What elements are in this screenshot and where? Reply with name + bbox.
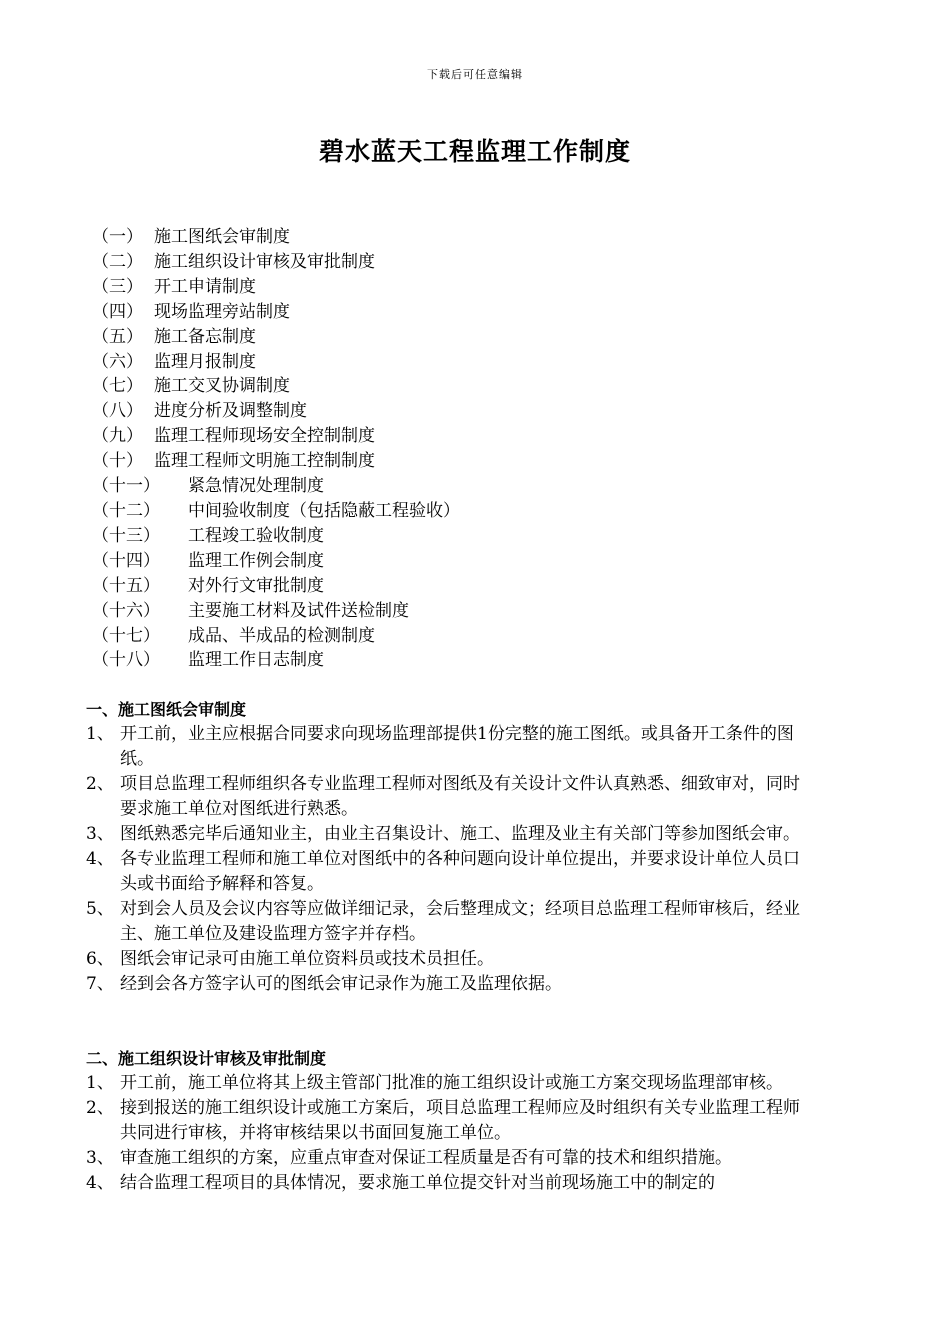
list-item <box>86 722 816 772</box>
toc-item <box>92 624 460 649</box>
item-text: 项目总监理工程师组织各专业监理工程师对图纸及有关设计文件认真熟悉、细致审对，同时要求施工单位对图纸进行熟悉。 <box>120 774 800 819</box>
list-item <box>86 1096 816 1146</box>
item-number: 2、 <box>86 1098 114 1118</box>
toc-item <box>92 300 460 325</box>
item-number: 6、 <box>86 949 114 969</box>
toc-item <box>92 499 460 524</box>
item-text: 对到会人员及会议内容等应做详细记录，会后整理成文；经项目总监理工程师审核后，经业主、施工单位及建设监理方签字并存档。 <box>120 899 800 944</box>
list-item <box>86 1071 816 1096</box>
toc-number: （十二） <box>92 500 160 521</box>
toc-label: 中间验收制度（包括隐蔽工程验收） <box>188 500 460 521</box>
toc-number: （六） <box>92 351 143 372</box>
item-text: 各专业监理工程师和施工单位对图纸中的各种问题向设计单位提出，并要求设计单位人员口头或书面给予解释和答复。 <box>120 849 800 894</box>
table-of-contents <box>92 225 460 673</box>
list-item <box>86 822 816 847</box>
toc-item <box>92 524 460 549</box>
toc-item <box>92 225 460 250</box>
list-item <box>86 947 816 972</box>
toc-label: 监理工作日志制度 <box>188 650 324 671</box>
section-heading: 二、施工组织设计审核及审批制度 <box>86 1049 327 1068</box>
item-number: 3、 <box>86 824 114 844</box>
toc-item <box>92 449 460 474</box>
toc-number: （七） <box>92 376 143 397</box>
toc-item <box>92 374 460 399</box>
section-drawing-review <box>86 697 816 997</box>
section-heading: 一、施工图纸会审制度 <box>86 700 247 719</box>
toc-label: 施工图纸会审制度 <box>154 227 290 247</box>
toc-number: （二） <box>92 251 143 272</box>
toc-label: 进度分析及调整制度 <box>154 401 307 422</box>
toc-item <box>92 250 460 275</box>
toc-number: （九） <box>92 426 143 447</box>
toc-number: （十八） <box>92 650 160 671</box>
item-text: 结合监理工程项目的具体情况，要求施工单位提交针对当前现场施工中的制定的 <box>120 1173 715 1193</box>
toc-label: 监理工程师现场安全控制制度 <box>154 426 375 447</box>
item-text: 经到会各方签字认可的图纸会审记录作为施工及监理依据。 <box>120 974 562 994</box>
toc-item <box>92 474 460 499</box>
item-number: 1、 <box>86 724 114 744</box>
toc-item <box>92 648 460 673</box>
toc-label: 监理工作例会制度 <box>188 550 324 571</box>
toc-number: （八） <box>92 401 143 422</box>
item-text: 图纸会审记录可由施工单位资料员或技术员担任。 <box>120 949 494 969</box>
toc-label: 监理月报制度 <box>154 351 256 372</box>
toc-number: （十一） <box>92 476 160 497</box>
item-number: 4、 <box>86 1173 114 1193</box>
toc-item <box>92 549 460 574</box>
toc-item <box>92 599 460 624</box>
list-item <box>86 972 816 997</box>
toc-item <box>92 275 460 300</box>
toc-label: 工程竣工验收制度 <box>188 525 324 546</box>
toc-number: （一） <box>92 227 143 247</box>
toc-label: 紧急情况处理制度 <box>188 476 324 497</box>
list-item <box>86 897 816 947</box>
item-number: 2、 <box>86 774 114 794</box>
toc-label: 成品、半成品的检测制度 <box>188 625 375 646</box>
list-item <box>86 1171 816 1196</box>
toc-label: 施工备忘制度 <box>154 326 256 347</box>
toc-label: 施工组织设计审核及审批制度 <box>154 251 375 272</box>
toc-item <box>92 574 460 599</box>
toc-number: （四） <box>92 301 143 322</box>
toc-label: 开工申请制度 <box>154 276 256 297</box>
item-number: 5、 <box>86 899 114 919</box>
toc-label: 监理工程师文明施工控制制度 <box>154 451 375 472</box>
item-text: 接到报送的施工组织设计或施工方案后，项目总监理工程师应及时组织有关专业监理工程师共同进行审核，并将审核结果以书面回复施工单位。 <box>120 1098 800 1143</box>
list-item <box>86 847 816 897</box>
toc-number: （三） <box>92 276 143 297</box>
item-text: 图纸熟悉完毕后通知业主，由业主召集设计、施工、监理及业主有关部门等参加图纸会审。 <box>120 824 800 844</box>
toc-label: 对外行文审批制度 <box>188 575 324 596</box>
item-number: 3、 <box>86 1148 114 1168</box>
page-title: 碧水蓝天工程监理工作制度 <box>318 137 631 166</box>
toc-number: （十七） <box>92 625 160 646</box>
header-note: 下载后可任意编辑 <box>427 68 523 81</box>
item-number: 1、 <box>86 1073 114 1093</box>
toc-number: （十五） <box>92 575 160 596</box>
section-construction-design-review <box>86 1046 816 1196</box>
toc-label: 主要施工材料及试件送检制度 <box>188 600 409 621</box>
toc-label: 现场监理旁站制度 <box>154 301 290 322</box>
toc-number: （十四） <box>92 550 160 571</box>
toc-item <box>92 424 460 449</box>
toc-number: （五） <box>92 326 143 347</box>
item-number: 4、 <box>86 849 114 869</box>
item-number: 7、 <box>86 974 114 994</box>
toc-item <box>92 399 460 424</box>
item-text: 开工前，业主应根据合同要求向现场监理部提供1份完整的施工图纸。或具备开工条件的图纸。 <box>120 724 794 769</box>
toc-label: 施工交叉协调制度 <box>154 376 290 397</box>
list-item <box>86 772 816 822</box>
item-text: 开工前，施工单位将其上级主管部门批准的施工组织设计或施工方案交现场监理部审核。 <box>120 1073 783 1093</box>
toc-item <box>92 325 460 350</box>
toc-number: （十三） <box>92 525 160 546</box>
list-item <box>86 1146 816 1171</box>
toc-number: （十六） <box>92 600 160 621</box>
toc-number: （十） <box>92 451 143 472</box>
item-text: 审查施工组织的方案，应重点审查对保证工程质量是否有可靠的技术和组织措施。 <box>120 1148 732 1168</box>
toc-item <box>92 350 460 375</box>
